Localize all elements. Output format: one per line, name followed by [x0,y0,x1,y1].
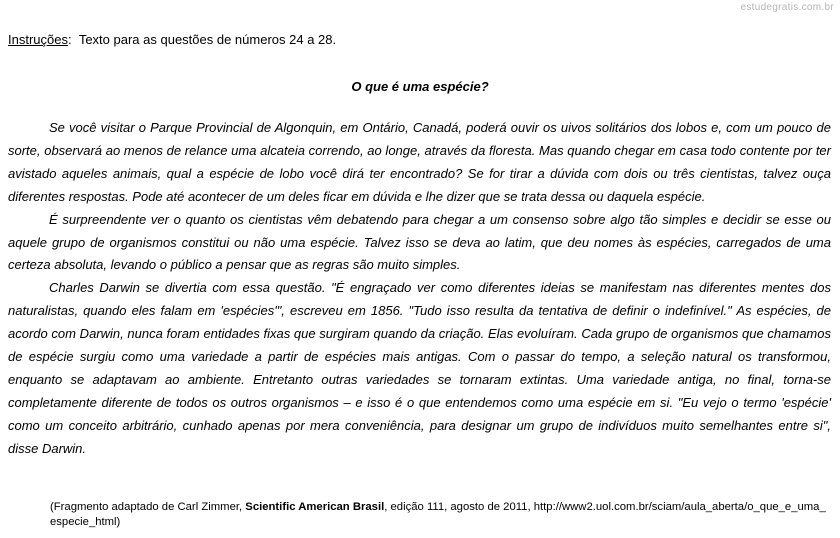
source-citation [50,500,832,530]
instructions-text: Texto para as questões de números 24 a 28. [78,32,337,47]
source-publication: Scientific American Brasil [245,501,385,513]
instructions-label: Instruções [8,32,68,47]
paragraph: Se você visitar o Parque Provincial de Algonquin, em Ontário, Canadá, poderá ouvir os uivos solitários dos lobos e, com um pouco de sorte, observará ao menos de relance uma alcateia correndo, ao longe, através da floresta. Mas quando chegar em casa todo contente por ter avistado aqueles animais, qual a espécie de lobo você dirá ter encontrado? Se for tirar a dúvida com dois ou três cientistas, talvez ouça diferentes respostas. Pode até acontecer de um deles ficar em dúvida e lhe dizer que se trata dessa ou daquela espécie. [8,120,831,204]
instructions-colon: : [67,32,79,47]
article-title: O que é uma espécie? [351,79,489,94]
source-suffix: , edição 111, agosto de 2011, http://www2.uol.com.br/sciam/aula_aberta/o_que_e_uma_especie_html) [50,501,826,528]
paragraph: É surpreendente ver o quanto os cientistas vêm debatendo para chegar a um consenso sobre algo tão simples e decidir se esse ou aquele grupo de organismos constitui ou não uma espécie. Talvez isso se deva ao latim, que deu nomes às espécies, carregados de uma certeza absoluta, levando o público a pensar que as regras são muito simples. [8,211,831,273]
paragraph: Charles Darwin se divertia com essa questão. "É engraçado ver como diferentes ideias se manifestam nas diferentes mentes dos naturalistas, quando eles falam em 'espécies'", escreveu em 1856. "Tudo isso resulta da tentativa de definir o indefinível." As espécies, de acordo com Darwin, nunca foram entidades fixas que surgiram quando da criação. Elas evoluíram. Cada grupo de organismos que chamamos de espécie surgiu como uma variedade a partir de espécies mais antigas. Com o passar do tempo, a seleção natural os transformou, enquanto se adaptavam ao ambiente. Entretanto outras variedades se tornaram extintas. Uma variedade antiga, no final, torna-se completamente diferente de todos os outros organismos – e isso é o que entendemos como uma espécie em si. "Eu vejo o termo 'espécie' como um conceito arbitrário, cunhado apenas por mera conveniência, para designar um grupo de indivíduos muito semelhantes entre si", disse Darwin. [8,280,831,456]
source-prefix: (Fragmento adaptado de Carl Zimmer, [50,501,246,513]
watermark: estudegratis.com.br [740,2,834,13]
article-body [8,117,831,461]
instructions [8,32,336,48]
